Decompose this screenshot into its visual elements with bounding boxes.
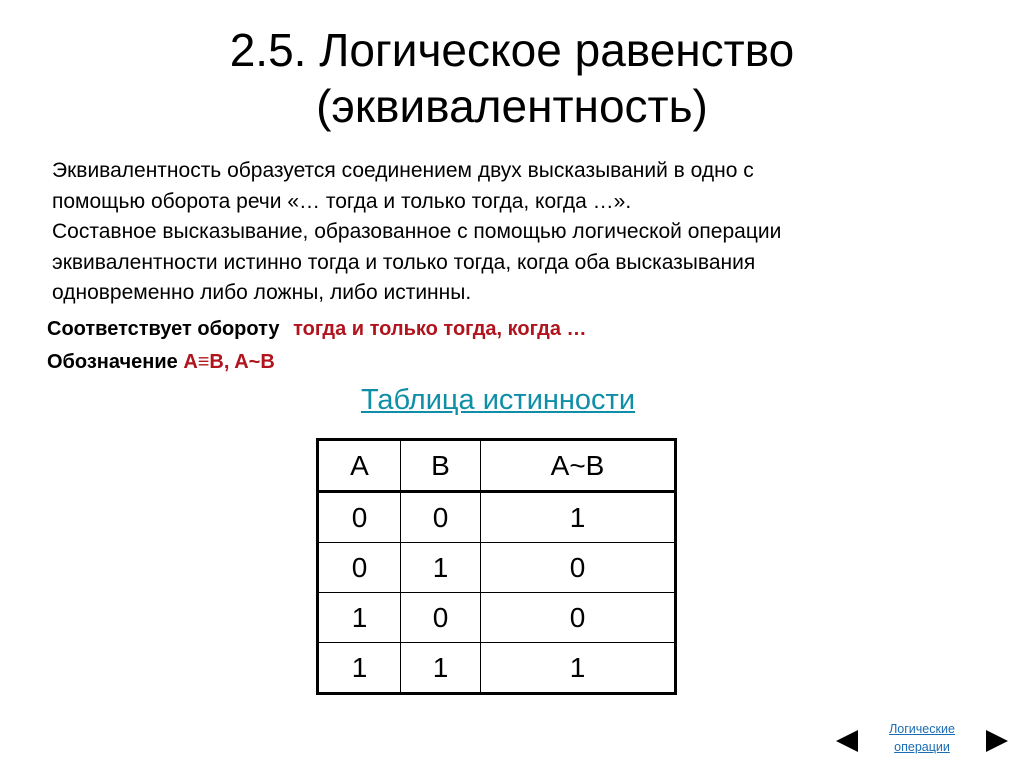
corresponds-line xyxy=(47,318,587,341)
cell-result: 1 xyxy=(481,492,676,543)
cell-a: 1 xyxy=(318,643,401,694)
cell-b: 1 xyxy=(401,643,481,694)
notation-value: A≡B, A~B xyxy=(183,351,275,373)
title-line-2: (эквивалентность) xyxy=(316,80,708,132)
cell-result: 1 xyxy=(481,643,676,694)
cell-b: 0 xyxy=(401,492,481,543)
notation-label: Обозначение xyxy=(47,351,178,373)
corresponds-value: тогда и только тогда, когда … xyxy=(293,318,587,340)
header-a: A xyxy=(318,440,401,492)
next-arrow-icon[interactable] xyxy=(986,730,1008,752)
cell-a: 0 xyxy=(318,543,401,593)
header-b: B xyxy=(401,440,481,492)
cell-result: 0 xyxy=(481,593,676,643)
corresponds-label: Соответствует обороту xyxy=(47,318,280,340)
definition-line-3: Составное высказывание, образованное с помощью логической операции xyxy=(52,220,782,243)
cell-b: 0 xyxy=(401,593,481,643)
definition-text xyxy=(52,156,992,309)
cell-b: 1 xyxy=(401,543,481,593)
table-row xyxy=(318,543,676,593)
table-row xyxy=(318,593,676,643)
notation-line xyxy=(47,351,275,374)
table-row xyxy=(318,492,676,543)
nav-link-line-2: операции xyxy=(894,740,950,754)
definition-line-5: одновременно либо ложны, либо истинны. xyxy=(52,281,472,304)
definition-line-4: эквивалентности истинно тогда и только тогда, когда оба высказывания xyxy=(52,250,756,274)
table-row xyxy=(318,643,676,694)
slide-title xyxy=(0,22,1024,134)
title-line-1: 2.5. Логическое равенство xyxy=(229,24,795,76)
logical-operations-link[interactable] xyxy=(872,720,972,756)
cell-result: 0 xyxy=(481,543,676,593)
definition-line-1: Эквивалентность образуется соединением двух высказываний в одно с xyxy=(52,159,754,182)
cell-a: 1 xyxy=(318,593,401,643)
truth-table-header-row xyxy=(318,440,676,492)
definition-line-2: помощью оборота речи «… тогда и только тогда, когда …». xyxy=(52,189,632,213)
truth-table xyxy=(316,438,677,695)
nav-link-line-1: Логические xyxy=(889,722,955,736)
prev-arrow-icon[interactable] xyxy=(836,730,858,752)
truth-table-link[interactable]: Таблица истинности xyxy=(360,384,636,416)
header-result: A~B xyxy=(481,440,676,492)
cell-a: 0 xyxy=(318,492,401,543)
